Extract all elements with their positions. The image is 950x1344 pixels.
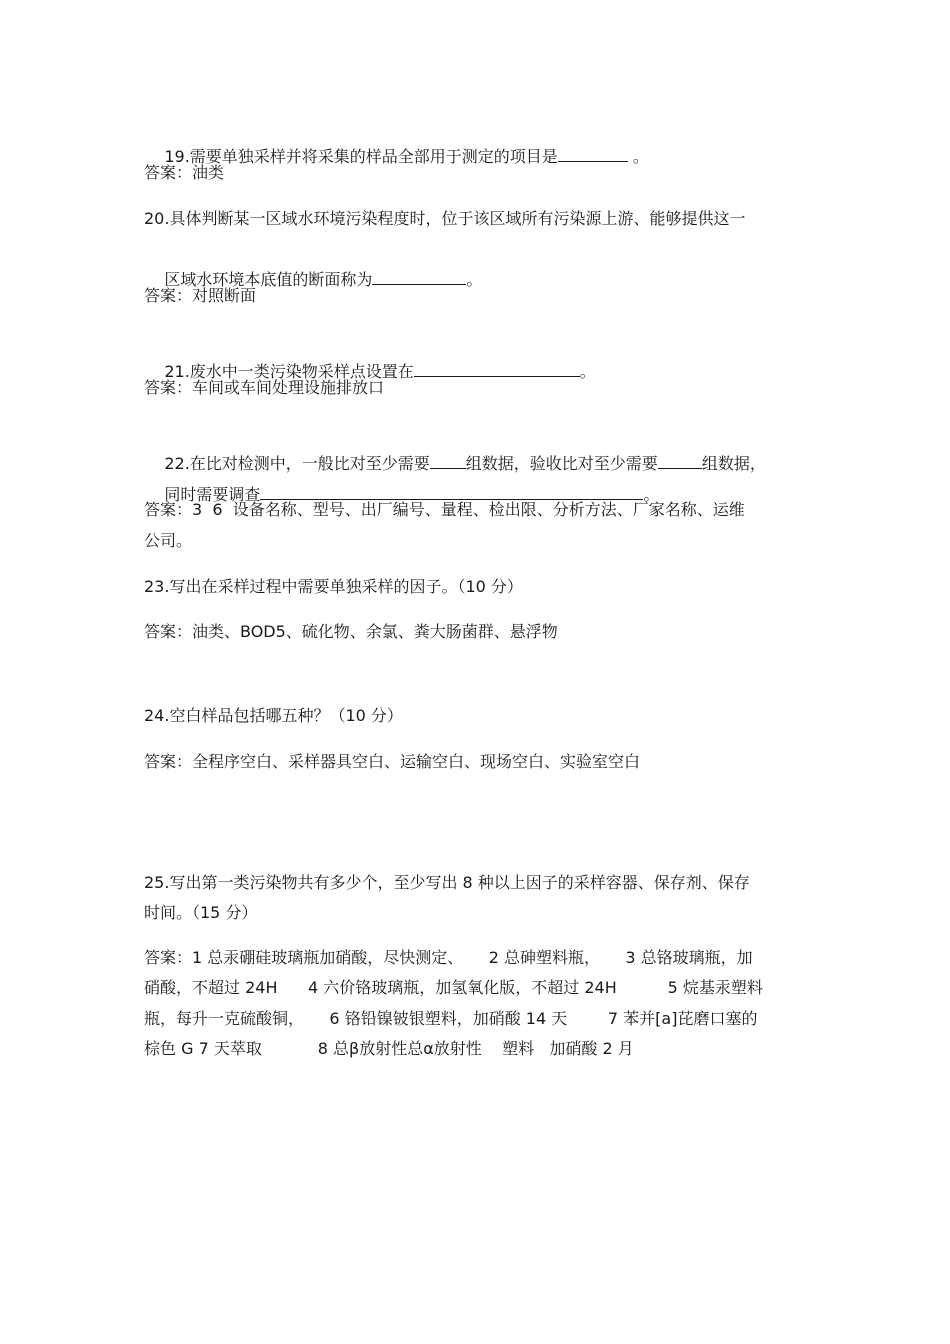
answer-24: 答案：全程序空白、采样器具空白、运输空白、现场空白、实验室空白 bbox=[144, 752, 641, 771]
question-22-part-1: 22.在比对检测中，一般比对至少需要 bbox=[164, 454, 430, 473]
question-23: 23.写出在采样过程中需要单独采样的因子。（10 分） bbox=[144, 577, 523, 596]
question-20-text: 区域水环境本底值的断面称为 bbox=[164, 270, 373, 289]
question-21-end: 。 bbox=[579, 362, 596, 381]
question-22-text-2: 同时需要调查 bbox=[164, 485, 261, 504]
answer-21: 答案：车间或车间处理设施排放口 bbox=[144, 378, 385, 397]
answer-20: 答案：对照断面 bbox=[144, 286, 257, 305]
answer-25-line-2: 硝酸，不超过 24H 4 六价铬玻璃瓶，加氢氧化版，不超过 24H 5 烷基汞塑料 bbox=[144, 978, 763, 997]
question-20-line-1: 20.具体判断某一区域水环境污染程度时，位于该区域所有污染源上游、能够提供这一 bbox=[144, 209, 746, 228]
question-22-line-1 bbox=[144, 419, 804, 473]
question-19-end: 。 bbox=[627, 147, 649, 166]
question-22-line-2 bbox=[144, 450, 804, 504]
answer-25-line-3: 瓶，每升一克硫酸铜， 6 铬铅镍铍银塑料，加硝酸 14 天 7 苯并[a]芘磨口塞的 bbox=[144, 1009, 758, 1028]
answer-25-line-4: 棕色 G 7 天萃取 8 总β放射性总α放射性 塑料 加硝酸 2 月 bbox=[144, 1039, 634, 1058]
question-22-part-3: 组数据， bbox=[701, 454, 766, 473]
question-25-line-2: 时间。（15 分） bbox=[144, 903, 258, 922]
question-21 bbox=[144, 327, 804, 381]
question-21-text: 21.废水中一类污染物采样点设置在 bbox=[164, 362, 414, 381]
answer-22-line-2: 公司。 bbox=[144, 531, 193, 550]
question-25-line-1: 25.写出第一类污染物共有多少个，至少写出 8 种以上因子的采样容器、保存剂、保存 bbox=[144, 873, 750, 892]
question-19-text: 19.需要单独采样并将采集的样品全部用于测定的项目是 bbox=[164, 147, 558, 166]
answer-22-line-1: 答案：3 6 设备名称、型号、出厂编号、量程、检出限、分析方法、厂家名称、运维 bbox=[144, 500, 745, 519]
question-24: 24.空白样品包括哪五种？（10 分） bbox=[144, 706, 403, 725]
answer-23: 答案：油类、BOD5、硫化物、余氯、粪大肠菌群、悬浮物 bbox=[144, 622, 558, 641]
question-20-end: 。 bbox=[466, 270, 483, 289]
question-20-line-2 bbox=[144, 235, 804, 289]
question-22-end: 。 bbox=[643, 485, 660, 504]
question-22-part-2: 组数据，验收比对至少需要 bbox=[465, 454, 658, 473]
answer-19: 答案：油类 bbox=[144, 163, 225, 182]
answer-25-line-1: 答案：1 总汞硼硅玻璃瓶加硝酸，尽快测定、 2 总砷塑料瓶， 3 总铬玻璃瓶，加 bbox=[144, 948, 753, 967]
question-19 bbox=[144, 112, 804, 166]
